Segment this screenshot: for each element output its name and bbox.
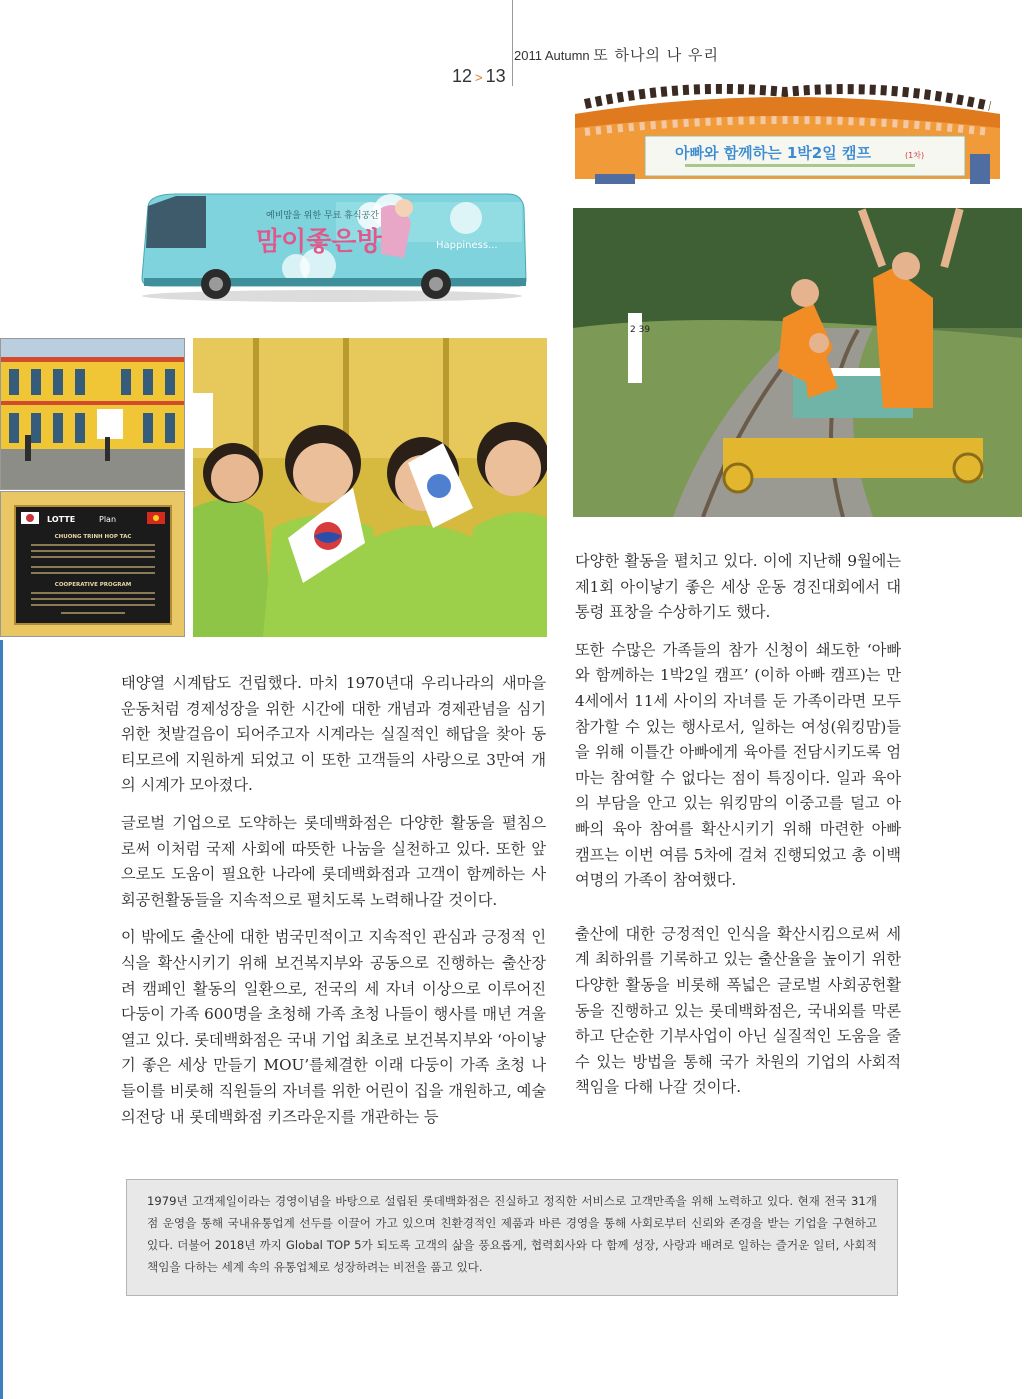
plaque-heading-1: CHUONG TRINH HOP TAC — [54, 534, 132, 540]
body-column-left — [121, 671, 546, 1142]
paragraph-spacer — [575, 906, 901, 922]
body-paragraph: 글로벌 기업으로 도약하는 롯데백화점은 다양한 활동을 펼침으로써 이처럼 국제 사회에 따뜻한 나눔을 실천하고 있다. 또한 앞으로도 도움이 필요한 나라에 롯데백화점과 고객이 함께하는 사회공헌활동들을 지속적으로 펼치도록 노력해나갈 것이다. — [121, 813, 546, 909]
photo-camp-group — [575, 84, 1000, 190]
body-paragraph: 태양열 시계탑도 건립했다. 마치 1970년대 우리나라의 새마을 운동처럼 경제성장을 위한 시간에 대한 개념과 경제관념을 심기 위한 첫발걸음이 되어주고자 시계라는 실질적인 해답을 찾아 동티모르에 지원하게 되었고 이 또한 고객들의 사랑으로 3만여 개의 시계가 모아졌다. — [121, 674, 546, 795]
issue-season: 2011 Autumn — [514, 48, 590, 63]
magazine-title: 또 하나의 나 우리 — [593, 46, 720, 64]
photo-bus — [136, 188, 528, 304]
camp-banner-text: 아빠와 함께하는 1박2일 캠프 — [675, 144, 871, 162]
page-numbers — [452, 66, 506, 87]
bus-sign-top: 예비맘을 위한 무료 휴식공간 — [266, 211, 379, 221]
photo-plaque — [0, 491, 185, 637]
bus-sign-small: Happiness... — [436, 240, 498, 251]
issue-label — [514, 44, 719, 65]
photo-rail-bike — [573, 208, 1022, 517]
camp-banner-suffix: (1차) — [905, 151, 925, 160]
plaque-heading-2: COOPERATIVE PROGRAM — [54, 582, 132, 588]
page-edge-strip — [0, 640, 3, 1399]
rail-sign: 2 39 — [630, 325, 651, 335]
photo-children-flags — [193, 338, 547, 637]
body-paragraph: 다양한 활동을 펼치고 있다. 이에 지난해 9월에는 제1회 아이낳기 좋은 세상 운동 경진대회에서 대통령 표창을 수상하기도 했다. — [575, 552, 901, 622]
body-paragraph: 출산에 대한 긍정적인 인식을 확산시킴으로써 세계 최하위를 기록하고 있는 출산율을 높이기 위한 다양한 활동을 비롯해 폭넓은 글로벌 사회공헌활동을 진행하고 있는 롯데백화점은, 국내외를 막론하고 단순한 기부사업이 아닌 실질적인 도움을 줄 수 있는 방법을 통해 국가 차원의 기업의 사회적 책임을 다해 나갈 것이다. — [575, 924, 901, 1097]
plaque-partner: Plan — [99, 515, 117, 524]
company-info-text: 1979년 고객제일이라는 경영이념을 바탕으로 설립된 롯데백화점은 진실하고 정직한 서비스로 고객만족을 위해 노력하고 있다. 현재 전국 31개점 운영을 통해 국내유통업계 선두를 이끌어 가고 있으며 친환경적인 제품과 바른 경영을 통해 사회로부터 신뢰와 존경을 받는 기업을 구현하고 있다. 더불어 2018년 까지 Global TOP 5가 되도록 고객의 삶을 풍요롭게, 협력회사와 다 함께 성장, 사랑과 배려로 일하는 즐거운 일터, 사회적 책임을 다하는 세계 속의 유통업체로 성장하려는 비전을 품고 있다. — [147, 1194, 877, 1274]
page-right-number: 13 — [485, 66, 506, 86]
body-column-right — [575, 549, 901, 1113]
body-paragraph: 또한 수많은 가족들의 참가 신청이 쇄도한 ‘아빠와 함께하는 1박2일 캠프’ (이하 아빠 캠프)는 만 4세에서 11세 사이의 자녀를 둔 가족이라면 모두 참가할 수 있는 행사로서, 일하는 여성(워킹맘)들을 위해 이틀간 아빠에게 육아를 전담시키도록 엄마는 참여할 수 없다는 점이 특징이다. 일과 육아의 부담을 안고 있는 워킹맘의 이중고를 덜고 아빠의 육아 참여를 확산시키기 위해 마련한 아빠 캠프는 이번 여름 5차에 걸쳐 진행되었고 총 이백 여명의 가족이 참여했다. — [575, 640, 901, 890]
header-divider — [512, 0, 513, 86]
bus-sign-main: 맘이좋은방 — [256, 227, 382, 257]
page-separator: > — [475, 70, 483, 85]
company-info-box — [126, 1179, 898, 1296]
plaque-brand: LOTTE — [47, 515, 76, 524]
photo-school-building — [0, 338, 185, 490]
body-paragraph: 이 밖에도 출산에 대한 범국민적이고 지속적인 관심과 긍정적 인식을 확산시키기 위해 보건복지부와 공동으로 진행하는 출산장려 캠페인 활동의 일환으로, 전국의 세 자녀 이상으로 이루어진 다둥이 가족 600명을 초청해 가족 초청 나들이 행사를 매년 겨울 열고 있다. 롯데백화점은 국내 기업 최초로 보건복지부와 ‘아이낳기 좋은 세상 만들기 MOU’를체결한 이래 다둥이 가족 초청 나들이를 비롯해 직원들의 자녀를 위한 어린이 집을 개원하고, 예술의전당 내 롯데백화점 키즈라운지를 개관하는 등 — [121, 928, 546, 1126]
page-left-number: 12 — [452, 66, 473, 86]
